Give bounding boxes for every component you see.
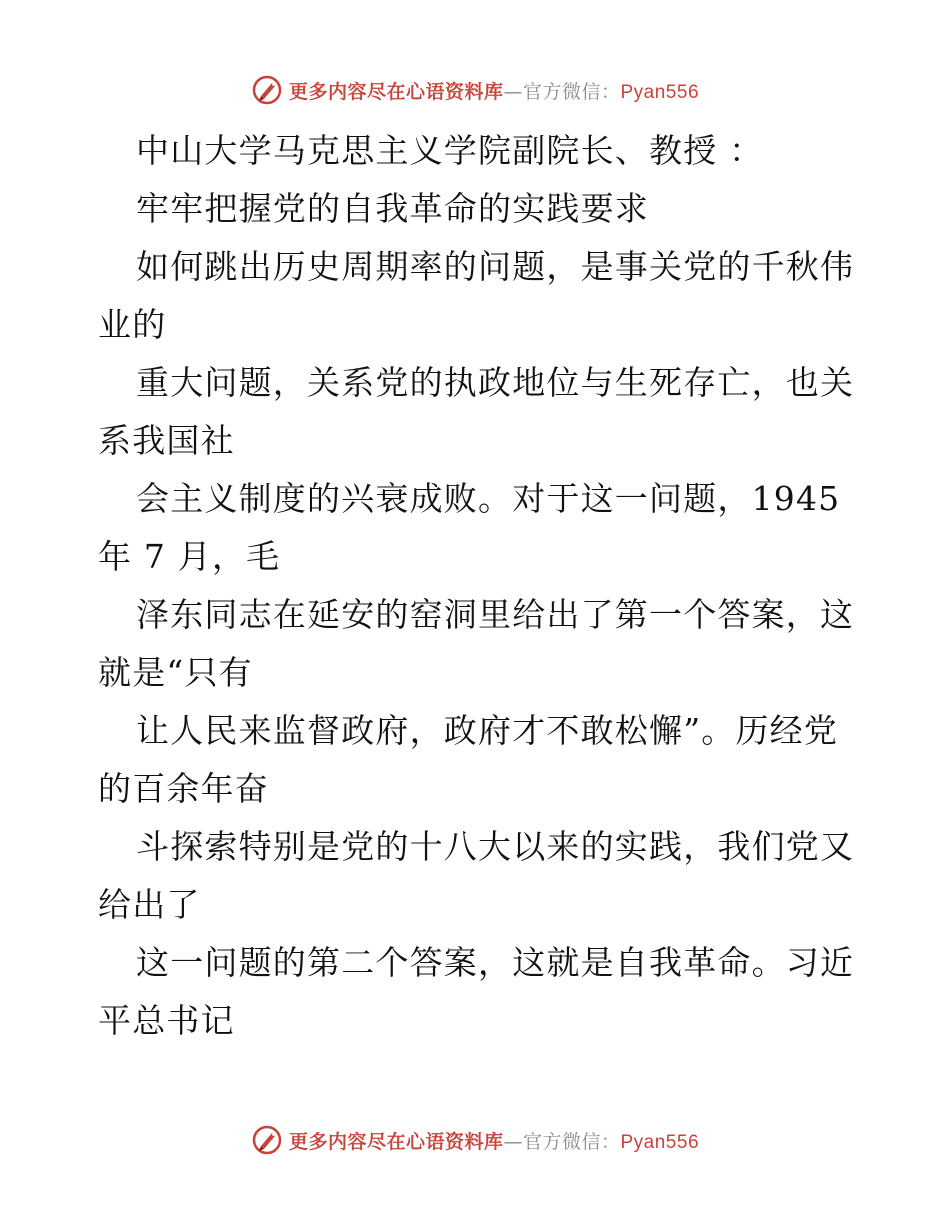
text-line: 这一问题的第二个答案，这就是自我革命。习近 <box>136 943 855 982</box>
text-line: 年 7 月，毛 <box>98 537 281 576</box>
pen-logo-icon <box>251 74 283 106</box>
text-line: 系我国社 <box>98 421 235 460</box>
watermark-separator: — <box>503 80 523 103</box>
text-line: 业的 <box>98 305 167 344</box>
text-line: 斗探索特别是党的十八大以来的实践，我们党又 <box>136 827 855 866</box>
text-line: 平总书记 <box>98 1001 235 1040</box>
text-line: 给出了 <box>98 885 201 924</box>
document-body <box>98 122 858 1050</box>
text-line: 中山大学马克思主义学院副院长、教授 ： <box>136 131 764 170</box>
header-watermark <box>0 70 950 110</box>
text-line: 如何跳出历史周期率的问题，是事关党的千秋伟 <box>136 247 855 286</box>
watermark-contact-id: Pyan556 <box>620 1131 700 1153</box>
watermark-contact-id: Pyan556 <box>620 81 700 103</box>
text-line: 重大问题，关系党的执政地位与生死存亡，也关 <box>136 363 855 402</box>
watermark-site: 更多内容尽在心语资料库 <box>288 80 504 103</box>
text-line: 会主义制度的兴衰成败。对于这一问题，1945 <box>136 479 841 518</box>
footer-watermark <box>0 1120 950 1160</box>
text-line: 让人民来监督政府，政府才不敢松懈”。历经党 <box>136 711 839 750</box>
text-line: 的百余年奋 <box>98 769 269 808</box>
text-line: 牢牢把握党的自我革命的实践要求 <box>136 189 649 228</box>
pen-logo-icon <box>251 1124 283 1156</box>
watermark-separator: — <box>503 1130 523 1153</box>
text-line: 泽东同志在延安的窑洞里给出了第一个答案，这 <box>136 595 855 634</box>
watermark-contact-label: 官方微信： <box>522 1130 621 1153</box>
watermark-text <box>289 1127 699 1154</box>
text-line: 就是“只有 <box>98 653 253 692</box>
watermark-contact-label: 官方微信： <box>522 80 621 103</box>
watermark-text <box>289 77 699 104</box>
watermark-site: 更多内容尽在心语资料库 <box>288 1130 504 1153</box>
